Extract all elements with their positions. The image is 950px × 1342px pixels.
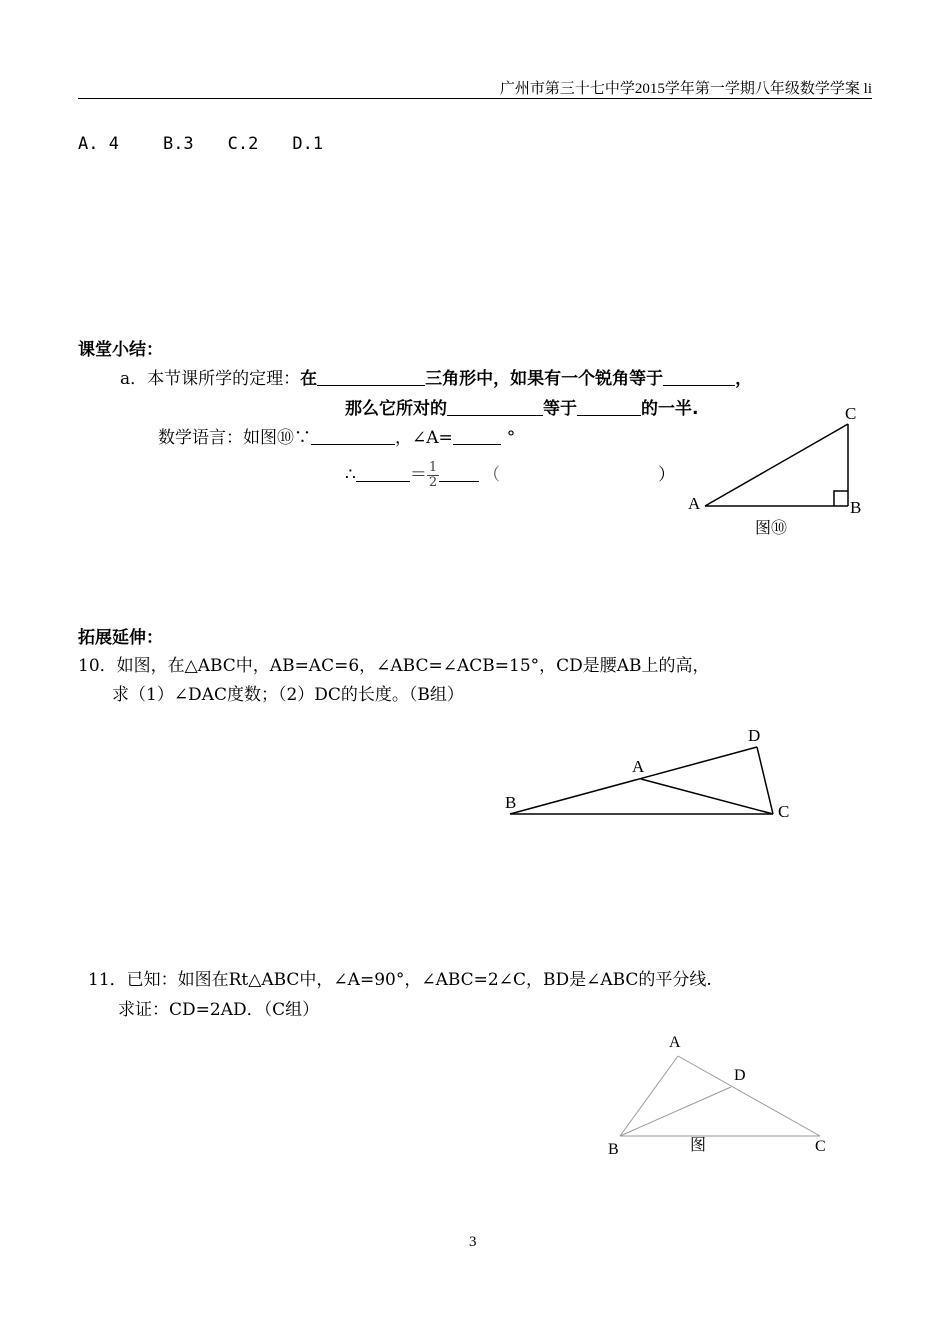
q11-label-d: D xyxy=(734,1067,746,1084)
theorem-text-6: 的一半. xyxy=(641,399,699,419)
summary-heading: 课堂小结： xyxy=(78,340,163,360)
fig10-label-b: B xyxy=(850,498,862,517)
q10-line1: 10．如图，在△ABC中，AB=AC=6，∠ABC=∠ACB=15°，CD是腰AB上的高， xyxy=(78,656,710,676)
angle-a-label: ，∠A= xyxy=(395,428,453,448)
fig10-side-ac xyxy=(705,424,848,506)
q11-line1: 11．已知：如图在Rt△ABC中，∠A=90°，∠ABC=2∠C，BD是∠ABC的平分线. xyxy=(88,970,712,990)
q11-caption: 图 xyxy=(690,1135,707,1154)
page-header: 广州市第三十七中学2015学年第一学期八年级数学学案 li xyxy=(499,81,872,97)
reason-paren-open: （ xyxy=(483,465,501,485)
option-c: C.2 xyxy=(227,134,259,154)
q11-label-b: B xyxy=(608,1141,619,1158)
q10-side-dc xyxy=(757,747,773,814)
q10-side-ac xyxy=(641,779,773,814)
theorem-text-3: ， xyxy=(735,369,753,389)
page-number: 3 xyxy=(469,1234,477,1250)
fig10-caption: 图⑩ xyxy=(755,518,788,537)
fig10-label-a: A xyxy=(688,494,701,513)
q11-line2: 求证：CD=2AD．（C组） xyxy=(118,1000,320,1020)
q10-label-d: D xyxy=(748,726,761,745)
theorem-text-5: 等于 xyxy=(543,399,577,419)
q11-side-ac xyxy=(678,1056,820,1136)
theorem-text-1: 在 xyxy=(300,369,318,389)
extension-heading: 拓展延伸： xyxy=(78,628,163,648)
degree-sign: ° xyxy=(506,428,516,448)
therefore-symbol: ∴ xyxy=(345,465,356,485)
fig10-right-angle-mark xyxy=(834,491,848,506)
q10-label-a: A xyxy=(632,757,645,776)
q11-label-c: C xyxy=(815,1138,826,1155)
math-language-label: 数学语言：如图⑩∵ xyxy=(158,428,311,448)
q11-bisector-bd xyxy=(620,1087,731,1136)
q10-label-c: C xyxy=(778,802,790,821)
option-b: B.3 xyxy=(162,134,194,154)
fraction-half: $\frac{1}{2}$ xyxy=(428,460,438,490)
theorem-text-2: 三角形中，如果有一个锐角等于 xyxy=(425,369,664,389)
theorem-text-4: 那么它所对的 xyxy=(345,399,447,419)
fig10-label-c: C xyxy=(845,404,857,423)
summary-item-prefix: a．本节课所学的定理： xyxy=(120,369,301,389)
q10-line2: 求（1）∠DAC度数；（2）DC的长度。（B组） xyxy=(112,685,464,705)
option-a: A. 4 xyxy=(78,134,119,154)
q11-label-a: A xyxy=(669,1034,681,1051)
q11-side-ab xyxy=(620,1056,678,1136)
equals-sign: ＝ xyxy=(409,465,427,485)
option-d: D.1 xyxy=(292,134,324,154)
q10-label-b: B xyxy=(505,793,517,812)
reason-paren-close: ） xyxy=(658,465,676,485)
